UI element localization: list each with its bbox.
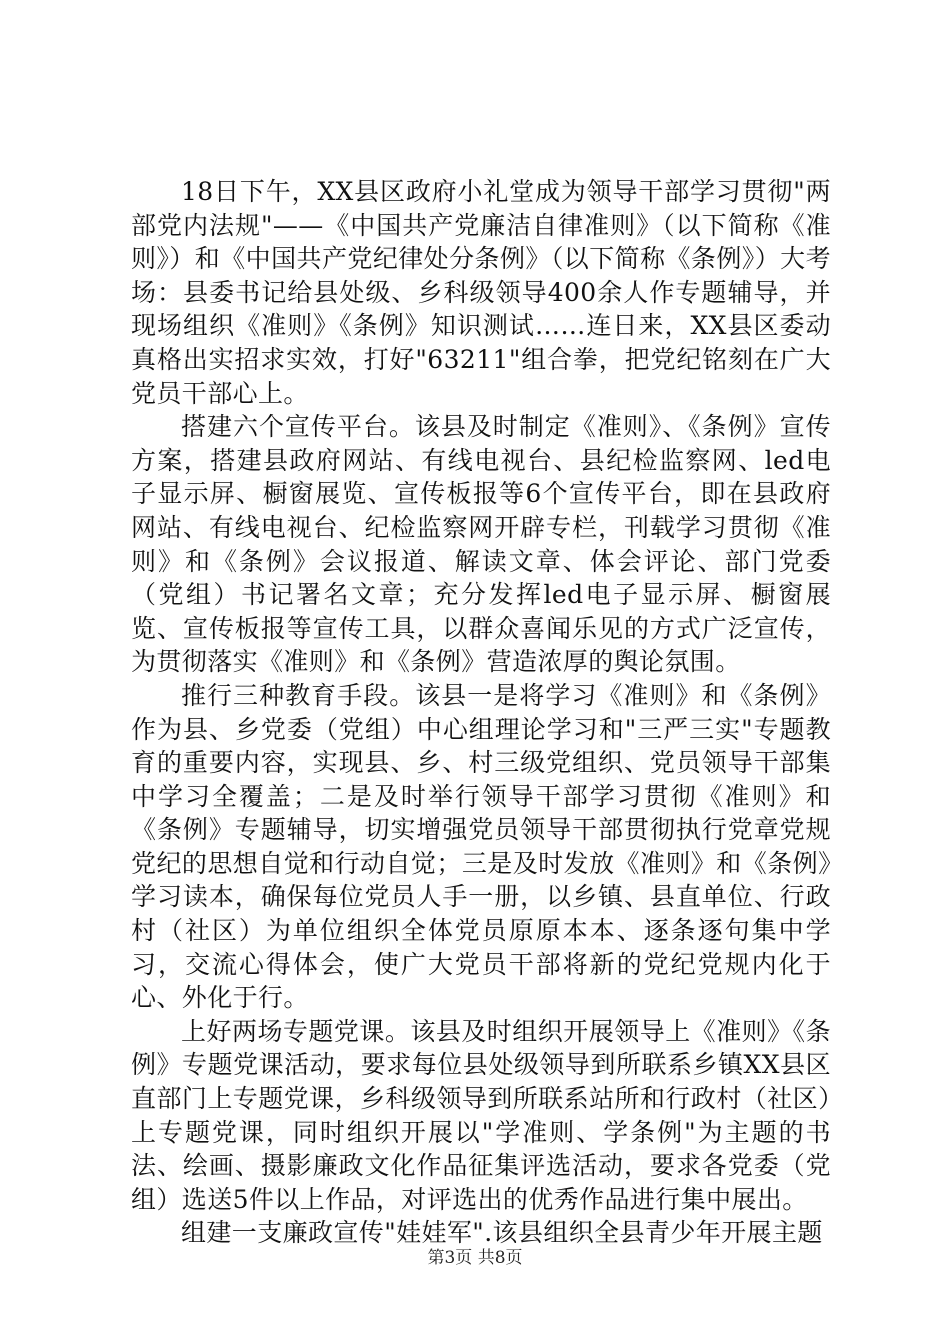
paragraph-education-methods: 推行三种教育手段。该县一是将学习《准则》和《条例》作为县、乡党委（党组）中心组理论学习和"三严三实"专题教育的重要内容，实现县、乡、村三级党组织、党员领导干部集中学习全覆盖；二是及时举行领导干部学习贯彻《准则》和《条例》专题辅导，切实增强党员领导干部贯彻执行党章党规党纪的思想自觉和行动自觉；三是及时发放《准则》和《条例》学习读本，确保每位党员人手一册，以乡镇、县直单位、行政村（社区）为单位组织全体党员原原本本、逐条逐句集中学习，交流心得体会，使广大党员干部将新的党纪党规内化于心、外化于行。 [131, 680, 831, 1013]
paragraph-publicity-platforms: 搭建六个宣传平台。该县及时制定《准则》、《条例》宣传方案，搭建县政府网站、有线电视台、县纪检监察网、led电子显示屏、橱窗展览、宣传板报等6个宣传平台，即在县政府网站、有线电视台、纪检监察网开辟专栏，刊载学习贯彻《准则》和《条例》会议报道、解读文章、体会评论、部门党委（党组）书记署名文章；充分发挥led电子显示屏、橱窗展览、宣传板报等宣传工具，以群众喜闻乐见的方式广泛宣传，为贯彻落实《准则》和《条例》营造浓厚的舆论氛围。 [131, 412, 831, 677]
paragraph-party-lectures: 上好两场专题党课。该县及时组织开展领导上《准则》《条例》专题党课活动，要求每位县处级领导到所联系乡镇XX县区直部门上专题党课，乡科级领导到所联系站所和行政村（社区）上专题党课，同时组织开展以"学准则、学条例"为主题的书法、绘画、摄影廉政文化作品征集评选活动，要求各党委（党组）选送5件以上作品，对评选出的优秀作品进行集中展出。 [131, 1016, 831, 1214]
paragraph-intro: 18日下午，XX县区政府小礼堂成为领导干部学习贯彻"两部党内法规"——《中国共产党廉洁自律准则》（以下简称《准则》）和《中国共产党纪律处分条例》（以下简称《条例》）大考场：县委书记给县处级、乡科级领导400余人作专题辅导，并现场组织《准则》《条例》知识测试……连日来，XX县区委动真格出实招求实效，打好"63211"组合拳，把党纪铭刻在广大党员干部心上。 [131, 177, 831, 408]
document-body [131, 175, 831, 1250]
page-number-footer: 第3页 共8页 [427, 1248, 523, 1268]
paragraph-youth-team: 组建一支廉政宣传"娃娃军".该县组织全县青少年开展主题 [181, 1218, 823, 1248]
